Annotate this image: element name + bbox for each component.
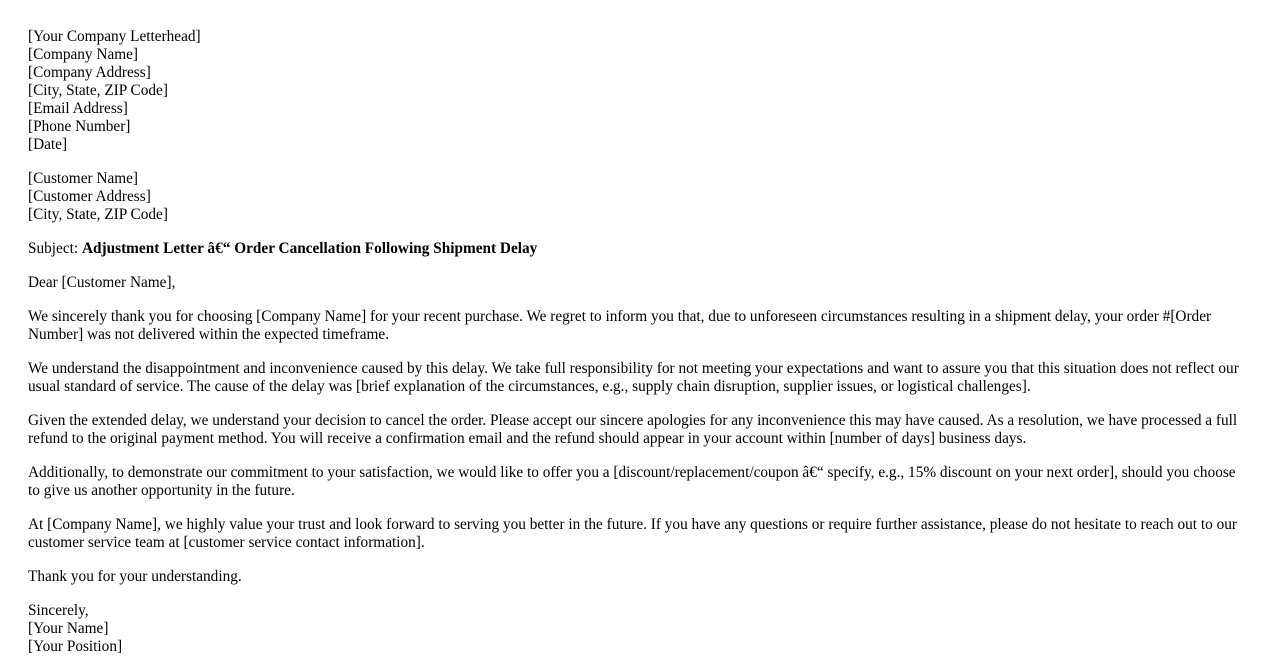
recipient-block — [28, 170, 1248, 224]
letterhead: [Your Company Letterhead] — [28, 28, 201, 45]
subject-label: Subject: — [28, 240, 82, 257]
letter-document — [28, 28, 1248, 672]
signer-name: [Your Name] — [28, 620, 109, 637]
recipient-city-state-zip: [City, State, ZIP Code] — [28, 206, 168, 223]
body-paragraph-3: Given the extended delay, we understand your decision to cancel the order. Please accept our sincere apologies for any inconvenience this may have caused. As a resolution, we have processed a full refund to the original payment method. You will receive a confirmation email and the refund should appear in your account within [number of days] business days. — [28, 412, 1238, 447]
recipient-name: [Customer Name] — [28, 170, 139, 187]
body-paragraph-4: Additionally, to demonstrate our commitment to your satisfaction, we would like to offer you a [discount/replacement/coupon â€“ specify, e.g., 15% discount on your next order], should you choose to give us another opportunity in the future. — [28, 464, 1236, 499]
body-paragraph-5: At [Company Name], we highly value your trust and look forward to serving you better in the future. If you have any questions or require further assistance, please do not hesitate to reach out to our customer service team at [customer service contact information]. — [28, 516, 1237, 551]
subject-text: Adjustment Letter â€“ Order Cancellation Following Shipment Delay — [81, 240, 538, 257]
sender-company-address: [Company Address] — [28, 64, 151, 81]
body-paragraph-1: We sincerely thank you for choosing [Company Name] for your recent purchase. We regret to inform you that, due to unforeseen circumstances resulting in a shipment delay, your order #[Order Number] was not delivered within the expected timeframe. — [28, 308, 1212, 343]
sender-phone: [Phone Number] — [28, 118, 131, 135]
sender-city-state-zip: [City, State, ZIP Code] — [28, 82, 168, 99]
recipient-address: [Customer Address] — [28, 188, 151, 205]
subject-line — [28, 240, 1248, 258]
body-paragraph-2: We understand the disappointment and inconvenience caused by this delay. We take full responsibility for not meeting your expectations and want to assure you that this situation does not reflect our usual standard of service. The cause of the delay was [brief explanation of the circumstances, e.g., supply chain disruption, supplier issues, or logistical challenges]. — [28, 360, 1239, 395]
sender-email: [Email Address] — [28, 100, 128, 117]
closing-block — [28, 602, 1248, 656]
salutation: Dear [Customer Name], — [28, 274, 176, 291]
sign-off: Sincerely, — [28, 602, 89, 619]
sender-block — [28, 28, 1248, 154]
signer-position: [Your Position] — [28, 638, 123, 655]
letter-date: [Date] — [28, 136, 68, 153]
body-paragraph-6: Thank you for your understanding. — [28, 568, 242, 585]
sender-company-name: [Company Name] — [28, 46, 139, 63]
